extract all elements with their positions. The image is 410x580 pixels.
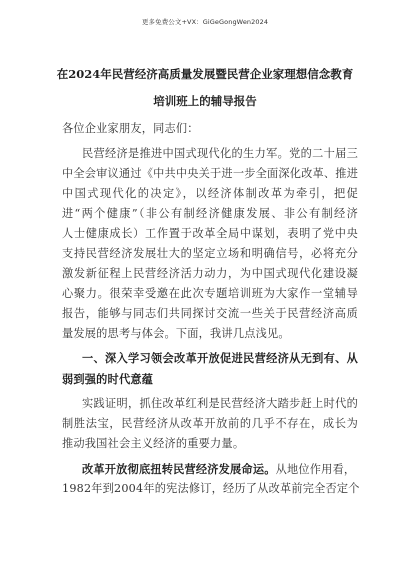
paragraph-line: 报告，能够与同志们共同探讨交流一些关于民营经济高质 [62,307,358,320]
paragraph-line: 1982年到2004年的宪法修订，经历了从改革前完全否定个 [62,482,360,495]
section-heading-line-1: 一、深入学习领会改革开放促进民营经济从无到有、从 [82,351,358,365]
bold-lead-text: 改革开放彻底扭转民营经济发展命运。 [82,462,276,476]
header-note: 更多免费公文+VX：GiGeGongWen2024 [141,18,269,26]
paragraph-line: 支持民营经济发展壮大的坚定立场和明确信号，必将充分 [62,247,358,260]
document-title-line-1: 在2024年民营经济高质量发展暨民营企业家理想信念教育 [56,67,354,81]
paragraph-line: 量发展的思考与体会。下面，我讲几点浅见。 [62,327,290,340]
paragraph-line: 心聚力。很荣幸受邀在此次专题培训班为大家作一堂辅导 [62,287,358,300]
paragraph-line: 推动我国社会主义经济的重要力量。 [62,437,245,450]
paragraph-line: 中全会审议通过《中共中央关于进一步全面深化改革、推进 [62,167,359,180]
paragraph-line: 人士健康成长）工作置于改革全局中谋划，表明了党中央 [62,227,358,240]
paragraph-line: 中国式现代化的决定》，以经济体制改革为牵引，把促 [62,187,358,200]
paragraph-line: 制胜法宝，民营经济从改革开放前的几乎不存在，成长为 [62,417,358,430]
paragraph-run-text: 从地位作用看， [275,463,356,476]
salutation: 各位企业家朋友，同志们： [62,122,199,135]
section-heading-line-2: 弱到强的时代意蕴 [62,372,154,386]
paragraph-line: 进“两个健康”（非公有制经济健康发展、非公有制经济 [62,207,358,220]
paragraph-line: 激发新征程上民营经济活力动力，为中国式现代化建设凝 [62,267,358,280]
document-title-line-2: 培训班上的辅导报告 [153,94,257,108]
paragraph-line: 实践证明，抓住改革红利是民营经济大踏步赶上时代的 [82,397,358,410]
paragraph-line: 民营经济是推进中国式现代化的生力军。党的二十届三 [82,147,358,160]
paragraph-line-mixed [82,462,358,477]
